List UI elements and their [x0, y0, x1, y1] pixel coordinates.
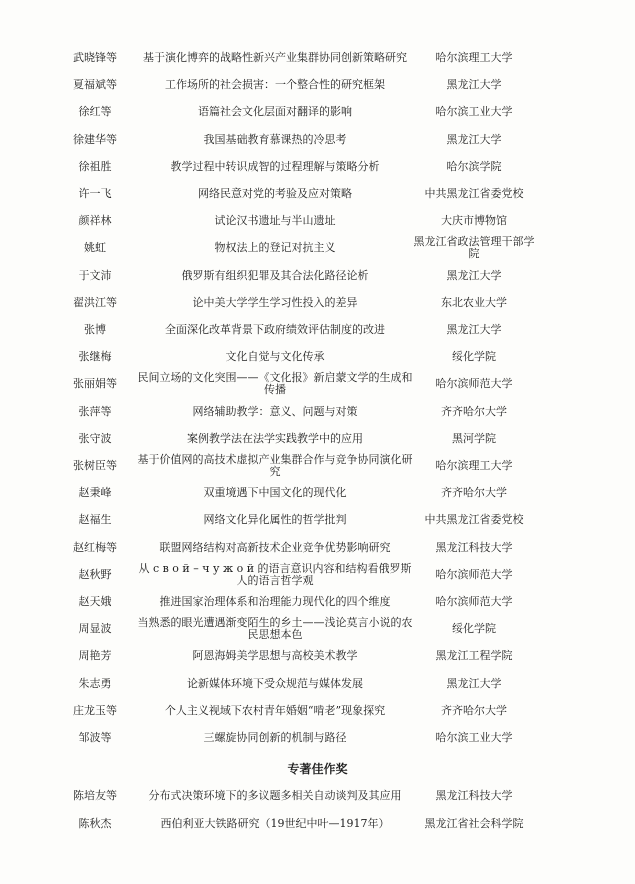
table-row — [0, 45, 635, 71]
author-name: 徐建华等 — [73, 132, 117, 146]
table-row — [0, 783, 635, 809]
organization: 哈尔滨师范大学 — [435, 567, 513, 581]
paper-title: 推进国家治理体系和治理能力现代化的四个维度 — [159, 595, 391, 608]
author-name: 颜祥林 — [78, 214, 112, 228]
paper-title: 基于演化博弈的战略性新兴产业集群协同创新策略研究 — [143, 51, 407, 64]
paper-title: 西伯利亚大铁路研究（19世纪中叶—1917年） — [160, 817, 390, 830]
table-row — [0, 399, 635, 425]
organization: 齐齐哈尔大学 — [441, 486, 507, 500]
organization: 绥化学院 — [452, 622, 496, 636]
paper-title: 基于价值网的高技术虚拟产业集群合作与竞争协同演化研究 — [137, 453, 413, 478]
author-name: 徐祖胜 — [78, 159, 112, 173]
author-name: 翟洪江等 — [73, 295, 117, 309]
organization: 黑龙江省政法管理干部学院 — [413, 235, 535, 261]
organization: 黑龙江大学 — [446, 78, 502, 92]
organization: 哈尔滨工业大学 — [435, 731, 513, 744]
table-row — [0, 507, 635, 533]
paper-title: 民间立场的文化突围——《文化报》新启蒙文学的生成和传播 — [137, 371, 413, 397]
paper-title: 分布式决策环境下的多议题多相关自动谈判及其应用 — [148, 789, 402, 802]
organization: 哈尔滨师范大学 — [435, 595, 513, 608]
author-name: 徐红等 — [78, 105, 112, 119]
author-name: 赵红梅等 — [73, 540, 117, 554]
author-name: 张守波 — [78, 431, 112, 445]
author-name: 张继梅 — [78, 350, 112, 364]
paper-title: 网络民意对党的考验及应对策略 — [198, 187, 352, 200]
paper-title: 论新媒体环境下受众规范与媒体发展 — [187, 676, 363, 690]
paper-title: 我国基础教育慕课热的冷思考 — [203, 132, 347, 146]
table-row — [0, 127, 635, 153]
author-name: 庄龙玉等 — [73, 703, 117, 717]
paper-title: 全面深化改革背景下政府绩效评估制度的改进 — [165, 323, 385, 336]
organization: 黑龙江省社会科学院 — [424, 817, 524, 830]
table-row — [0, 263, 635, 289]
paper-title: 语篇社会文化层面对翻译的影响 — [198, 105, 352, 119]
author-name: 周显波 — [78, 622, 112, 636]
author-name: 张树臣等 — [73, 459, 117, 472]
paper-title: 网络辅助教学：意义、问题与对策 — [192, 404, 358, 418]
organization: 中共黑龙江省委党校 — [424, 513, 524, 527]
organization: 中共黑龙江省委党校 — [424, 187, 524, 200]
table-row — [0, 453, 635, 479]
paper-title: 三螺旋协同创新的机制与路径 — [203, 731, 347, 744]
author-name: 陈秋杰 — [78, 817, 112, 830]
author-name: 姚虹 — [84, 241, 106, 255]
table-row — [0, 154, 635, 180]
table-row — [0, 480, 635, 506]
paper-title: 个人主义视域下农村青年婚姻“啃老”现象探究 — [164, 703, 386, 717]
author-name: 陈培友等 — [73, 789, 117, 802]
table-row — [0, 371, 635, 397]
author-name: 赵天娥 — [78, 595, 112, 608]
table-row — [0, 698, 635, 724]
paper-title: 联盟网络结构对高新技术企业竞争优势影响研究 — [159, 540, 391, 554]
organization: 黑龙江大学 — [446, 268, 502, 282]
table-row — [0, 562, 635, 588]
organization: 哈尔滨师范大学 — [435, 377, 513, 391]
organization: 哈尔滨理工大学 — [435, 51, 513, 64]
table-row — [0, 643, 635, 669]
author-name: 于文沛 — [78, 268, 112, 282]
organization: 绥化学院 — [452, 350, 496, 364]
author-name: 赵福生 — [78, 513, 112, 527]
table-row — [0, 235, 635, 261]
author-name: 张丽娟等 — [73, 377, 117, 391]
paper-title: 阿恩海姆美学思想与高校美术教学 — [192, 649, 358, 663]
organization: 齐齐哈尔大学 — [441, 703, 507, 717]
organization: 黑龙江大学 — [446, 132, 502, 146]
organization: 大庆市博物馆 — [441, 214, 507, 228]
author-name: 邹波等 — [78, 731, 112, 744]
author-name: 夏福斌等 — [73, 78, 117, 92]
paper-title: 试论汉书遗址与半山遗址 — [214, 214, 336, 228]
organization: 黑河学院 — [452, 431, 496, 445]
table-row — [0, 535, 635, 561]
organization: 齐齐哈尔大学 — [441, 404, 507, 418]
paper-title: 工作场所的社会损害：一个整合性的研究框架 — [165, 78, 385, 92]
table-row — [0, 290, 635, 316]
paper-title: 从 с в о й – ч у ж о й 的语言意识内容和结构看俄罗斯人的语言哲学观 — [138, 561, 412, 587]
table-row — [0, 725, 635, 751]
table-row — [0, 671, 635, 697]
table-row — [0, 811, 635, 837]
table-row — [0, 589, 635, 615]
organization: 哈尔滨理工大学 — [435, 459, 513, 472]
table-row — [0, 426, 635, 452]
paper-title: 文化自觉与文化传承 — [225, 350, 325, 364]
organization: 黑龙江科技大学 — [435, 540, 513, 554]
organization: 黑龙江大学 — [446, 676, 502, 690]
organization: 哈尔滨工业大学 — [435, 105, 513, 119]
paper-title: 双重境遇下中国文化的现代化 — [203, 486, 347, 500]
author-name: 许一飞 — [78, 187, 112, 200]
table-row — [0, 181, 635, 207]
author-name: 赵秉峰 — [78, 486, 112, 500]
table-row — [0, 616, 635, 642]
table-row — [0, 344, 635, 370]
author-name: 周艳芳 — [78, 649, 112, 663]
section-title: 专著佳作奖 — [287, 762, 348, 776]
organization: 东北农业大学 — [441, 295, 507, 309]
author-name: 张博 — [84, 323, 106, 336]
table-row — [0, 99, 635, 125]
table-row — [0, 317, 635, 343]
table-row — [0, 208, 635, 234]
paper-title: 论中美大学学生学习性投入的差异 — [192, 295, 358, 309]
table-row — [0, 72, 635, 98]
paper-title: 俄罗斯有组织犯罪及其合法化路径论析 — [181, 268, 369, 282]
organization: 黑龙江大学 — [446, 323, 502, 336]
paper-title: 教学过程中转识成智的过程理解与策略分析 — [170, 159, 380, 173]
paper-title: 当熟悉的眼光遭遇渐变陌生的乡土——浅论莫言小说的农民思想本色 — [137, 616, 413, 642]
paper-title: 物权法上的登记对抗主义 — [214, 241, 336, 255]
author-name: 武晓锋等 — [73, 51, 117, 64]
paper-title: 网络文化异化属性的哲学批判 — [203, 513, 347, 527]
organization: 黑龙江科技大学 — [435, 789, 513, 802]
author-name: 张萍等 — [78, 404, 112, 418]
organization: 哈尔滨学院 — [446, 159, 502, 173]
author-name: 赵秋野 — [78, 567, 112, 581]
author-name: 朱志勇 — [78, 676, 112, 690]
organization: 黑龙江工程学院 — [435, 649, 513, 663]
paper-title: 案例教学法在法学实践教学中的应用 — [187, 431, 363, 445]
